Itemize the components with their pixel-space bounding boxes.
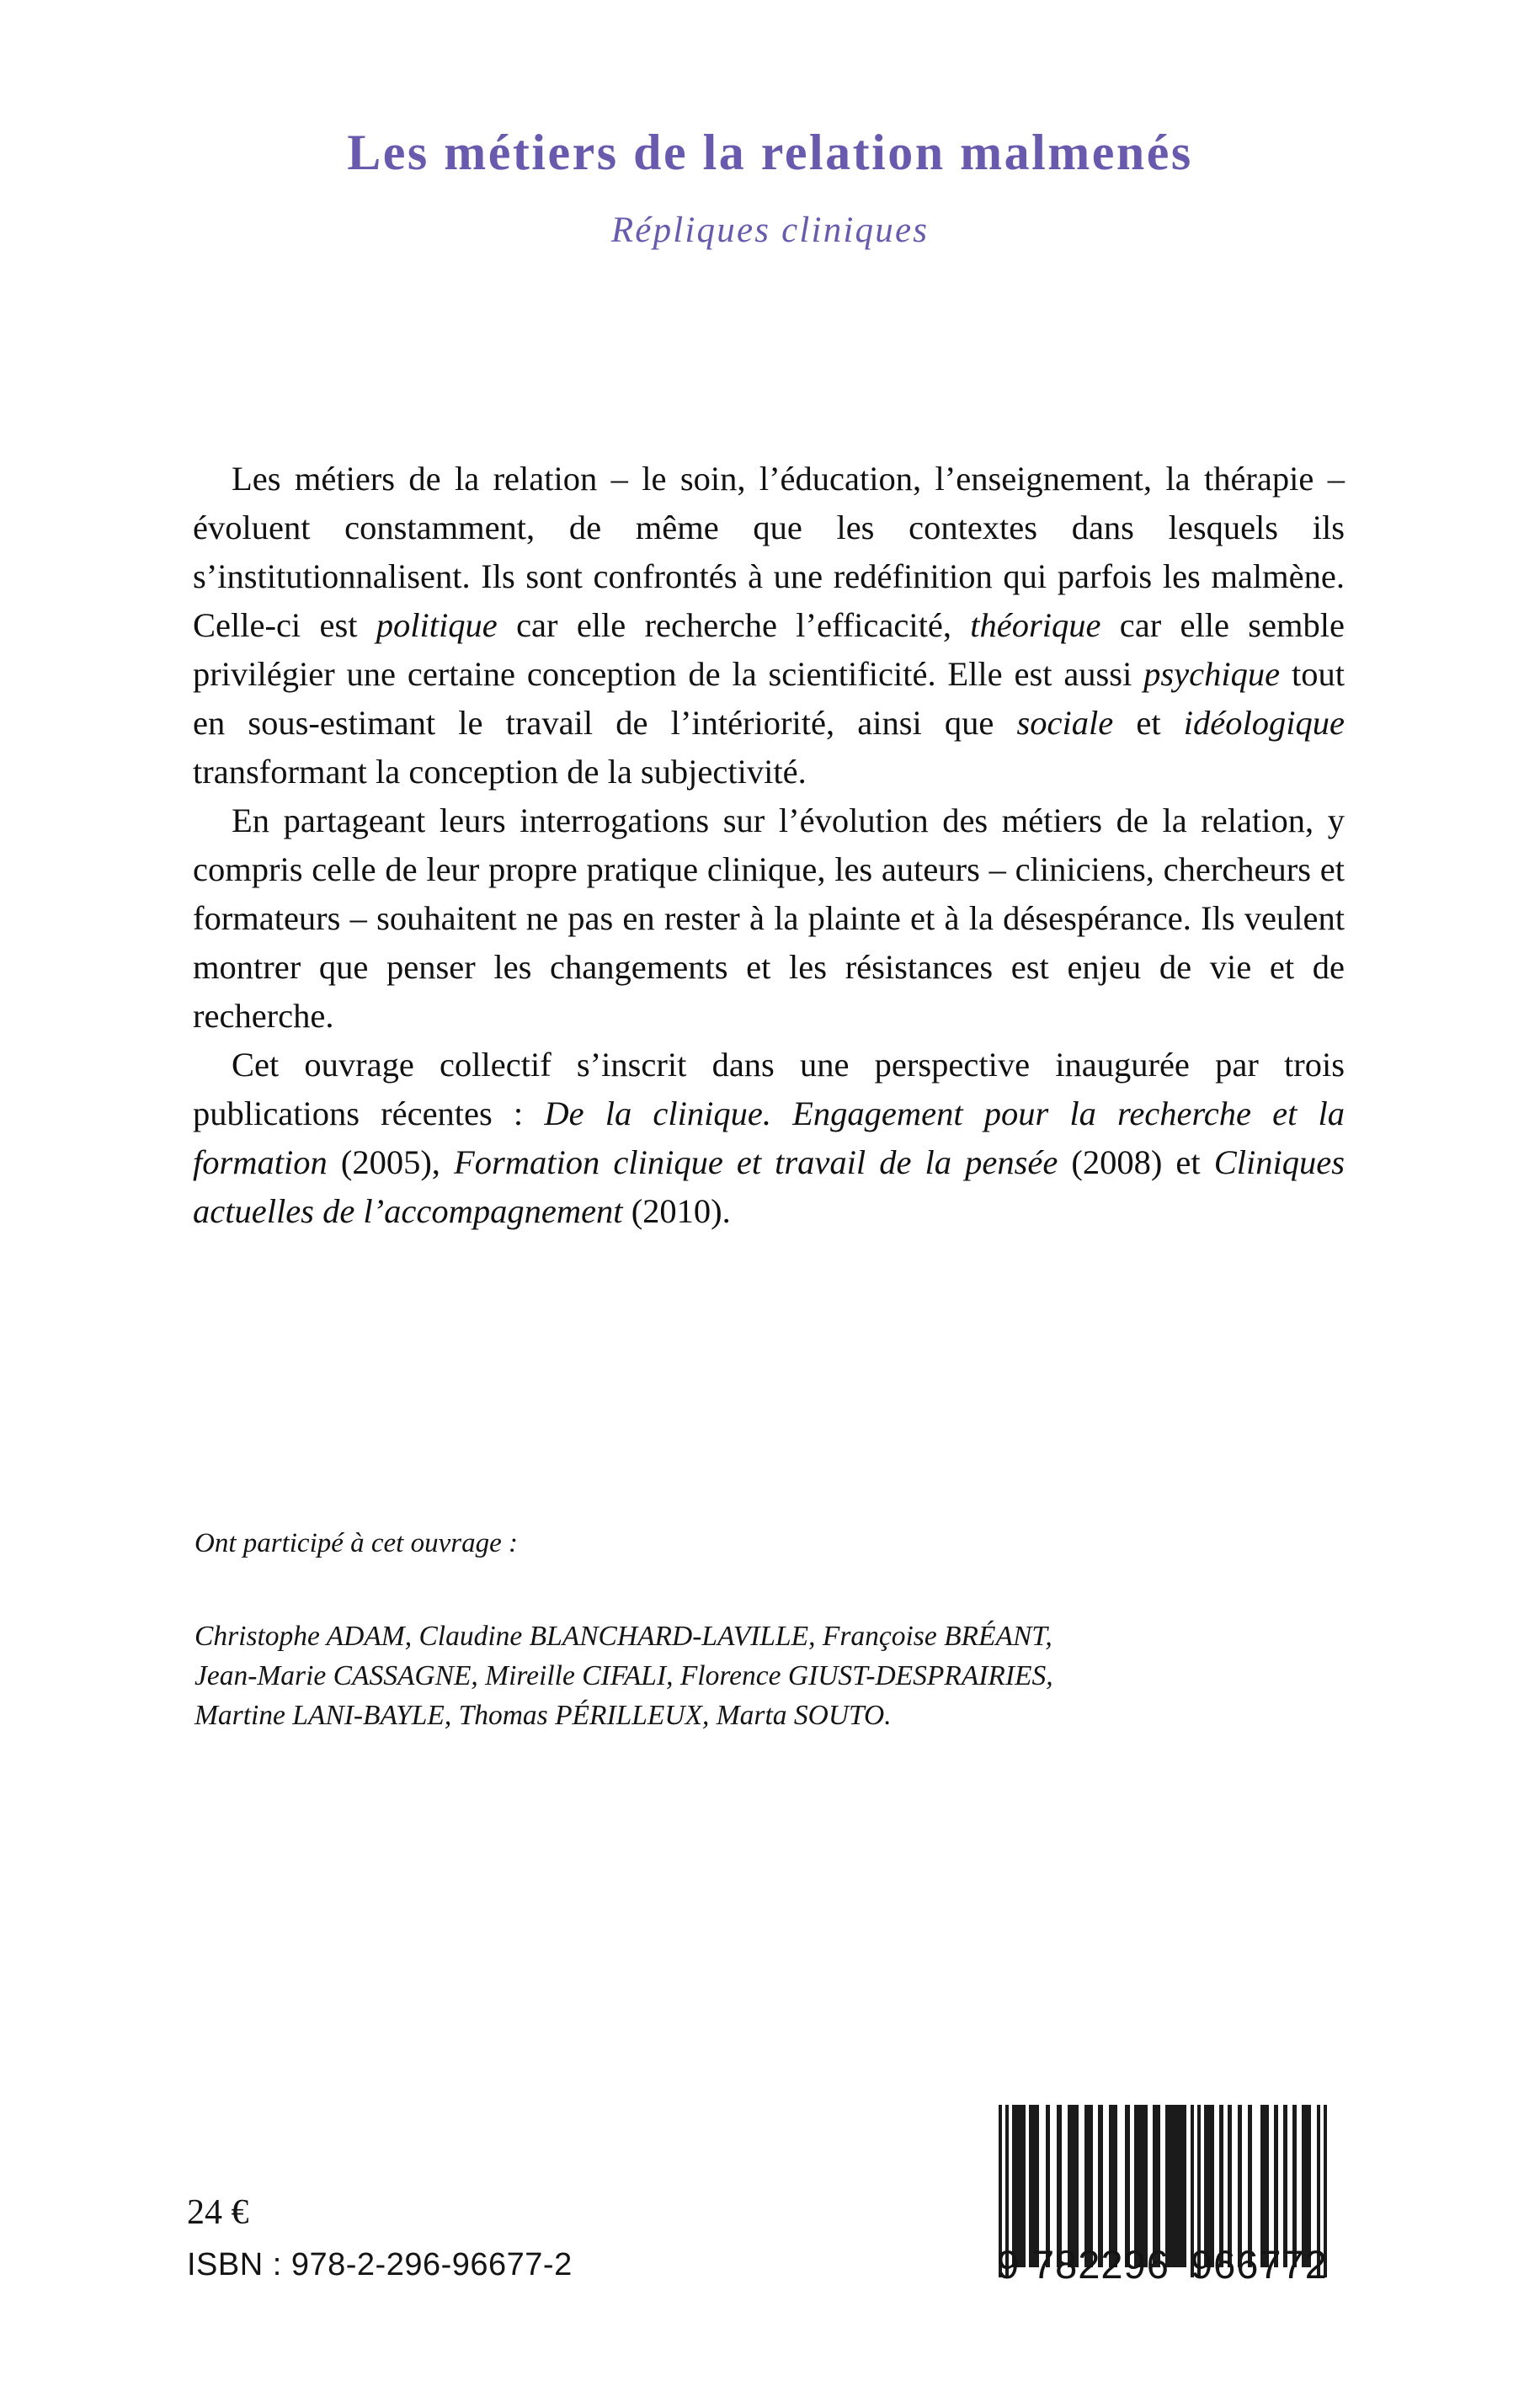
blurb-p3-seg4: (2010). [622, 1192, 731, 1230]
blurb-p1-em4: sociale [1016, 704, 1114, 742]
blurb-p1-seg2: car elle recherche l’efficacité, [497, 606, 971, 644]
blurb-p1-seg3: car elle semble privilégier une certaine conception de la scientificité. Elle est aussi [193, 606, 1345, 693]
blurb-p3-seg1: Cet ouvrage collectif s’inscrit dans une perspective inaugurée par trois publications récentes : [193, 1046, 1345, 1132]
blurb-p1-em5: idéologique [1183, 704, 1346, 742]
barcode-digit-group-1: 9 [997, 2242, 1020, 2287]
blurb-text [193, 455, 1345, 1236]
blurb-p1-seg4: tout en sous-estimant le travail de l’intériorité, ainsi que [193, 655, 1345, 742]
barcode-digits [997, 2241, 1334, 2287]
blurb-paragraph-3 [193, 1041, 1345, 1236]
blurb-p3-seg2: (2005), [327, 1143, 455, 1181]
contributors-list [194, 1616, 1373, 1735]
barcode-digit-group-3: 966772 [1191, 2242, 1328, 2287]
blurb-p3-em1: De la clinique. Engagement pour la recherche et la formation [193, 1094, 1345, 1181]
blurb-p1-seg6: transformant la conception de la subjectivité. [193, 753, 807, 791]
page-title: Les métiers de la relation malmenés [347, 125, 1193, 180]
isbn-label: ISBN : 978-2-296-96677-2 [187, 2247, 573, 2282]
blurb-paragraph-2 [193, 796, 1345, 1041]
blurb-p3-seg3: (2008) et [1058, 1143, 1214, 1181]
blurb-p1-seg1: Les métiers de la relation – le soin, l’éducation, l’enseignement, la thérapie – évoluent constamment, de même que les contextes dans lesquels ils s’institutionnalisent. Ils sont confrontés à une redéfinition qui parfois les malmène. Celle-ci est [193, 460, 1345, 644]
price-label: 24 € [187, 2193, 249, 2232]
blurb-p1-em3: psychique [1143, 655, 1281, 693]
blurb-paragraph-1 [193, 455, 1345, 796]
blurb-p3-em2: Formation clinique et travail de la pensée [454, 1143, 1058, 1181]
blurb-p1-em1: politique [376, 606, 498, 644]
blurb-p3-em3: Cliniques actuelles de l’accompagnement [193, 1143, 1345, 1230]
blurb-p2-seg1: En partageant leurs interrogations sur l’évolution des métiers de la relation, y compris celle de leur propre pratique clinique, les auteurs – cliniciens, chercheurs et formateurs – souhaitent ne pas en rester à la plainte et à la désespérance. Ils veulent montrer que penser les changements et les résistances est enjeu de vie et de recherche. [193, 802, 1345, 1035]
title-block [0, 126, 1540, 251]
contributor-line: Jean-Marie CASSAGNE, Mireille CIFALI, Florence GIUST-DESPRAIRIES, [194, 1660, 1053, 1691]
contributor-line: Martine LANI-BAYLE, Thomas PÉRILLEUX, Marta SOUTO. [194, 1700, 892, 1731]
contributor-line: Christophe ADAM, Claudine BLANCHARD-LAVILLE, Françoise BRÉANT, [194, 1621, 1052, 1652]
contributors-heading: Ont participé à cet ouvrage : [194, 1528, 518, 1558]
blurb-p1-em2: théorique [970, 606, 1101, 644]
barcode-digit-group-2: 782296 [1032, 2242, 1170, 2287]
page-subtitle: Répliques cliniques [610, 210, 930, 250]
blurb-p1-seg5: et [1113, 704, 1184, 742]
